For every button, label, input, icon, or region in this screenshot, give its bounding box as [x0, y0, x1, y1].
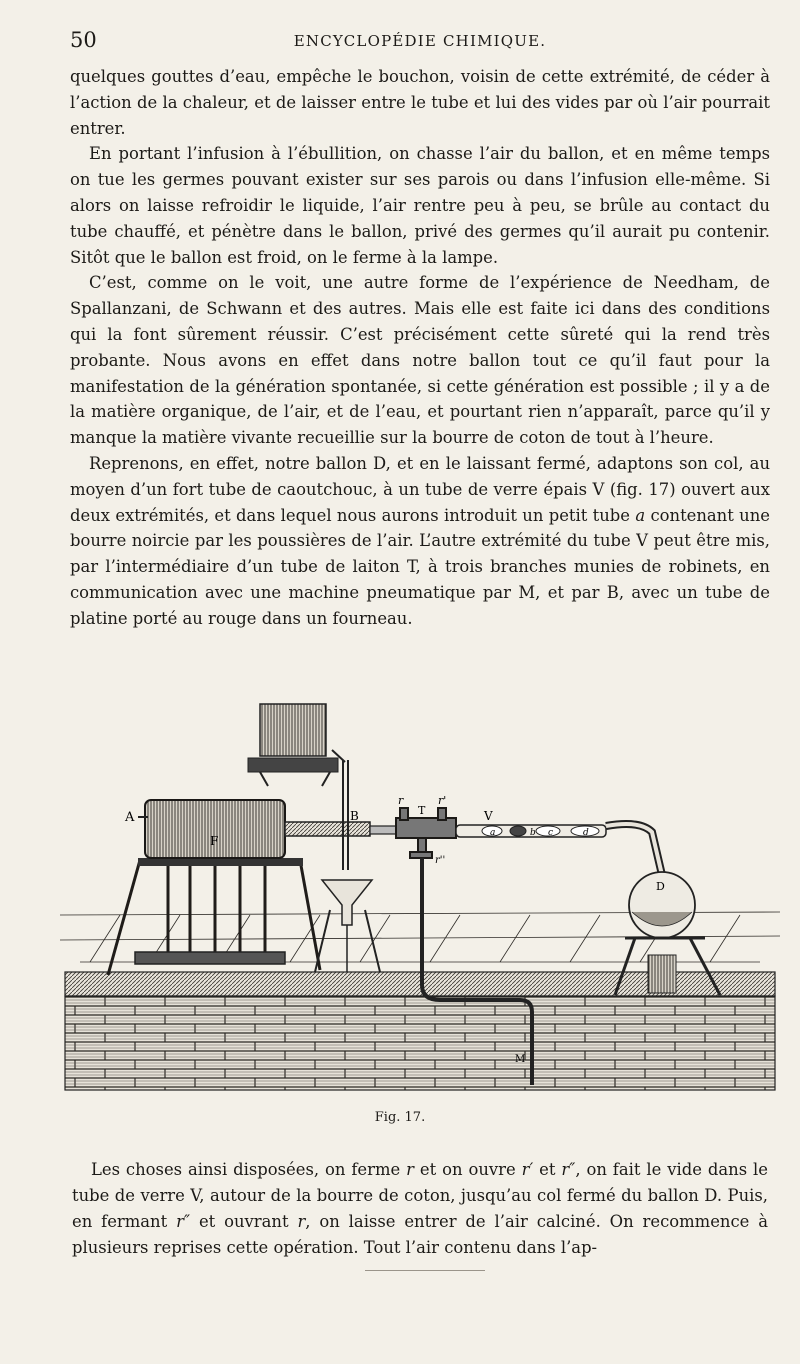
variable-r-double-prime-2: r″	[176, 1212, 191, 1231]
variable-r-double-prime: r″	[561, 1160, 576, 1179]
running-title: ENCYCLOPÉDIE CHIMIQUE.	[293, 32, 547, 50]
paragraph-5-text-1: Les choses ainsi disposées, on ferme	[91, 1160, 407, 1179]
page-number: 50	[70, 28, 97, 52]
label-c: c	[548, 828, 554, 838]
label-r: r	[398, 794, 404, 807]
paragraph-5-text-2: et on ouvre	[413, 1160, 522, 1179]
variable-r-prime: r′	[521, 1160, 534, 1179]
paragraph-4-text-2: contenant une bourre noircie par les poussières de l’air. L’autre extrémité du tube V peut être mis, par l’intermédiaire d’un tube de laiton T, à trois branches munies de robinets, en communication avec une machine pneumatique par M, et par B, avec un tube de platine porté au rouge dans un fourneau.	[70, 505, 770, 628]
brick-wall	[65, 996, 775, 1090]
brass-tube-T	[396, 808, 456, 858]
variable-a: a	[635, 505, 646, 525]
paragraph-4	[70, 451, 770, 632]
continued-text	[72, 1157, 768, 1261]
label-d: d	[583, 828, 589, 838]
paragraph-1: quelques gouttes d’eau, empêche le bouchon, voisin de cette extrémité, de céder à l’action de la chaleur, et de laisser entre le tube et lui des vides par où l’air pourrait entrer.	[70, 67, 770, 138]
variable-r-2: r	[297, 1212, 306, 1231]
label-r-prime: r'	[438, 794, 447, 807]
paragraph-2: En portant l’infusion à l’ébullition, on chasse l’air du ballon, et en même temps on tue les germes pouvant exister sur ses parois ou dans l’infusion elle-même. Si alors on laisse refroidir le liquide, l’air rentre peu à peu, se brûle au contact du tube chauffé, et pénètre dans le ballon, privé des germes qu’il aurait pu contenir. Sitôt que le ballon est froid, on le ferme à la lampe.	[70, 144, 770, 267]
page-header	[70, 28, 770, 58]
label-F: F	[210, 834, 219, 848]
paragraph-5-text-4: , on fait le vide dans le tube de verre V, autour de la bourre de coton, jusqu’au col fermé du ballon D. Puis, en fermant	[72, 1160, 768, 1231]
label-b: b	[530, 828, 536, 838]
label-A: A	[125, 810, 135, 825]
label-M: M	[515, 1054, 526, 1065]
furnace-F	[145, 800, 285, 858]
label-a: a	[490, 828, 496, 838]
label-B: B	[350, 809, 359, 823]
main-text	[70, 64, 770, 632]
variable-r: r	[406, 1160, 414, 1179]
funnel	[315, 880, 380, 972]
paragraph-5	[72, 1157, 768, 1261]
footer-rule	[365, 1270, 485, 1271]
platinum-tube-B	[285, 822, 370, 836]
label-D: D	[656, 880, 665, 893]
furnace-stand	[108, 858, 320, 975]
label-r-double-prime: r''	[435, 855, 446, 866]
apparatus-drawing	[60, 700, 780, 1100]
paragraph-5-text-5: et ouvrant	[190, 1212, 298, 1231]
paragraph-5-text-6: , on laisse entrer de l’air calciné. On recommence à plusieurs reprises cette opération. Tout l’air contenu dans l’ap-	[72, 1212, 768, 1257]
label-T: T	[418, 804, 426, 817]
paragraph-3: C’est, comme on le voit, une autre forme de l’expérience de Needham, de Spallanzani, de Schwann et des autres. Mais elle est faite ici dans des conditions qui la font sûrement réussir. C’est précisément cette sûreté qui la rend très probante. Nous avons en effet dans notre ballon tout ce qu’il faut pour la manifestation de la génération spontanée, si cette génération est possible ; il y a de la matière organique, de l’air, et de l’eau, et pourtant rien n’apparaît, parce qu’il y manque la matière vivante recueillie sur la bourre de coton de tout à l’heure.	[70, 273, 770, 448]
paragraph-5-text-3: et	[533, 1160, 562, 1179]
figure-17-illustration	[60, 700, 780, 1100]
label-V: V	[484, 809, 493, 823]
figure-caption: Fig. 17.	[374, 1110, 426, 1125]
paragraph-4-text-1: Reprenons, en effet, notre ballon D, et en le laissant fermé, adaptons son col, au moyen d’un fort tube de caoutchouc, à un tube de verre épais V (fig. 17) ouvert aux deux extrémités, et dans lequel nous aurons introduit un petit tube	[70, 453, 770, 525]
